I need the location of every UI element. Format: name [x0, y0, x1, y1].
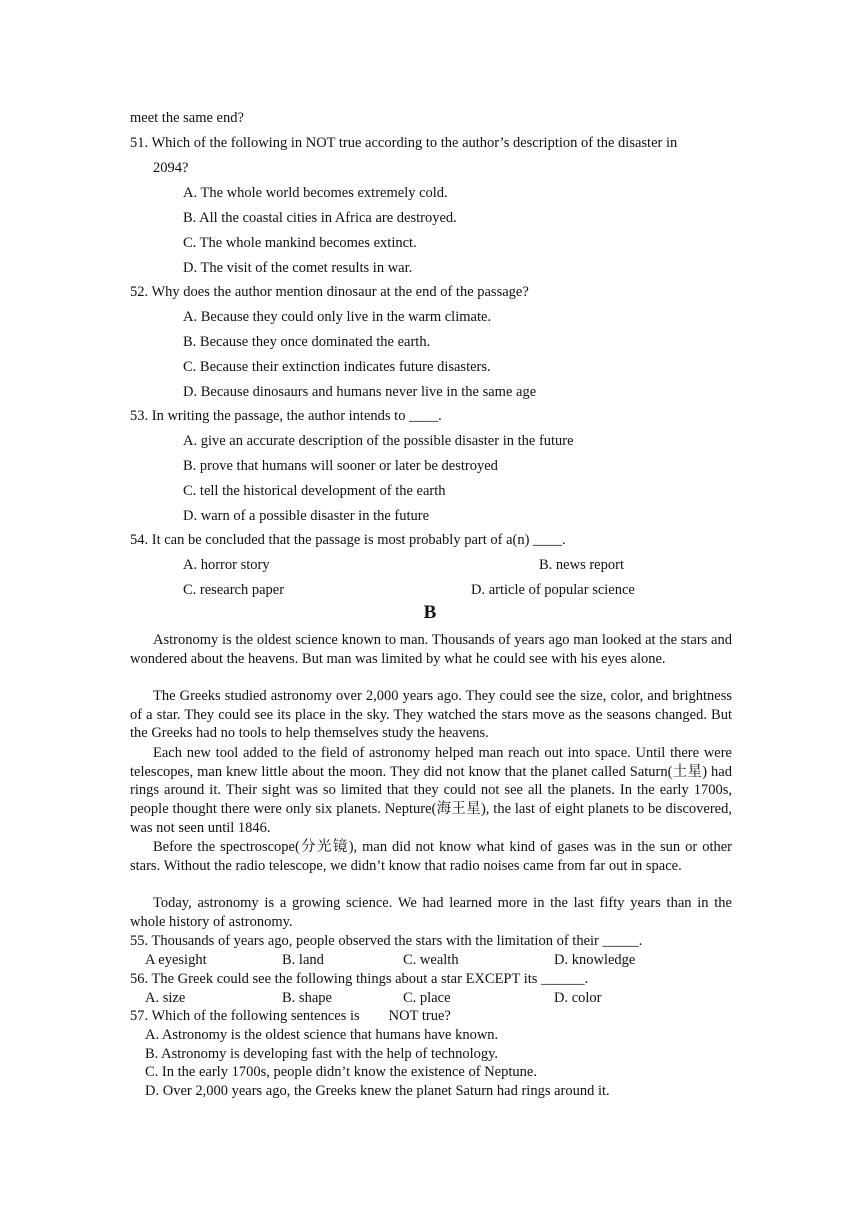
question-51-stem: 51. Which of the following in NOT true according to the author’s description of the disaster in — [130, 135, 678, 151]
passage-b-paragraph-2: The Greeks studied astronomy over 2,000 years ago. They could see the size, color, and brightness of a star. They could see its place in the sky. They watched the stars move as the seasons changed. But the Greeks had no tools to help themselves study the heavens. — [130, 688, 732, 742]
question-55-option-c: C. wealth — [403, 952, 459, 968]
question-56-option-b: B. shape — [282, 990, 332, 1006]
question-55-option-b: B. land — [282, 952, 324, 968]
question-51-option-c: C. The whole mankind becomes extinct. — [183, 235, 417, 251]
question-56-option-c: C. place — [403, 990, 451, 1006]
question-55-option-d: D. knowledge — [554, 952, 636, 968]
question-54-option-c: C. research paper — [183, 582, 285, 598]
question-53-option-d: D. warn of a possible disaster in the future — [183, 508, 430, 524]
passage-b-paragraph-4: Before the spectroscope(分光镜), man did not know what kind of gases was in the sun or other stars. Without the radio telescope, we didn’t know that radio noises came from far out in space. — [130, 839, 732, 874]
question-51-option-d: D. The visit of the comet results in war. — [183, 260, 413, 276]
question-54-option-d: D. article of popular science — [471, 582, 635, 598]
question-56-option-a: A. size — [145, 990, 186, 1006]
question-54-stem: 54. It can be concluded that the passage is most probably part of a(n) ____. — [130, 532, 566, 548]
passage-continuation: meet the same end? — [130, 110, 244, 126]
question-52-stem: 52. Why does the author mention dinosaur at the end of the passage? — [130, 284, 529, 300]
question-55-stem: 55. Thousands of years ago, people observed the stars with the limitation of their _____. — [130, 933, 643, 949]
question-57-option-a: A. Astronomy is the oldest science that humans have known. — [145, 1027, 499, 1043]
question-52-option-d: D. Because dinosaurs and humans never live in the same age — [183, 384, 537, 400]
question-53-option-a: A. give an accurate description of the possible disaster in the future — [183, 433, 574, 449]
question-53-option-b: B. prove that humans will sooner or later be destroyed — [183, 458, 498, 474]
question-57-stem: 57. Which of the following sentences is NOT true? — [130, 1008, 451, 1024]
question-51-stem-cont: 2094? — [153, 160, 189, 176]
section-b-heading: B — [423, 602, 437, 623]
question-56-option-d: D. color — [554, 990, 602, 1006]
passage-b-paragraph-5: Today, astronomy is a growing science. We had learned more in the last fifty years than in the whole history of astronomy. — [130, 895, 732, 930]
question-53-option-c: C. tell the historical development of the earth — [183, 483, 446, 499]
passage-b-paragraph-1: Astronomy is the oldest science known to man. Thousands of years ago man looked at the stars and wondered about the heavens. But man was limited by what he could see with his eyes alone. — [130, 632, 732, 667]
question-57-option-c: C. In the early 1700s, people didn’t know the existence of Neptune. — [145, 1064, 537, 1080]
question-53-stem: 53. In writing the passage, the author intends to ____. — [130, 408, 442, 424]
passage-b-paragraph-3: Each new tool added to the field of astronomy helped man reach out into space. Until there were telescopes, man knew little about the moon. They did not know that the planet called Saturn(土星) had rings around it. Their sight was so limited that they could not see all the planets. In the early 1700s, people thought there were only six planets. Nepture(海王星), the last of eight planets to be discovered, was not seen until 1846. — [130, 745, 732, 836]
question-57-option-d: D. Over 2,000 years ago, the Greeks knew the planet Saturn had rings around it. — [145, 1083, 610, 1099]
question-54-option-a: A. horror story — [183, 557, 270, 573]
question-51-option-a: A. The whole world becomes extremely cold. — [183, 185, 448, 201]
question-56-stem: 56. The Greek could see the following things about a star EXCEPT its ______. — [130, 971, 589, 987]
question-55-option-a: A eyesight — [145, 952, 207, 968]
question-57-option-b: B. Astronomy is developing fast with the help of technology. — [145, 1046, 499, 1062]
question-52-option-b: B. Because they once dominated the earth. — [183, 334, 431, 350]
question-52-option-a: A. Because they could only live in the warm climate. — [183, 309, 492, 325]
question-51-option-b: B. All the coastal cities in Africa are destroyed. — [183, 210, 457, 226]
question-52-option-c: C. Because their extinction indicates future disasters. — [183, 359, 491, 375]
question-54-option-b: B. news report — [539, 557, 624, 573]
